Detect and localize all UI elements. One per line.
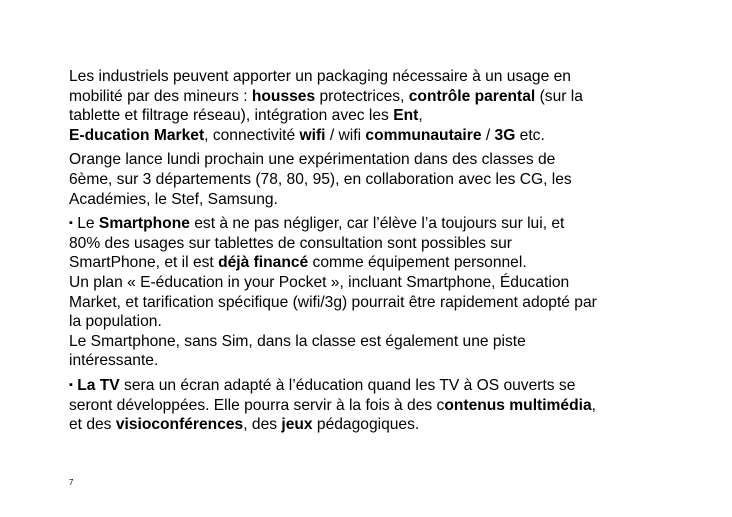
bold-text: E-ducation Market	[69, 126, 205, 144]
text-line	[69, 214, 709, 234]
bold-text: visioconférences	[115, 416, 244, 434]
text-run: Le Smartphone, sans Sim, dans la classe est également une piste	[69, 332, 526, 350]
text-line	[69, 253, 709, 273]
text-run: / wifi	[325, 126, 366, 144]
bold-text: 3G	[494, 126, 516, 144]
text-run: SmartPhone, et il est	[69, 254, 219, 272]
paragraph	[69, 376, 709, 435]
text-line	[69, 234, 709, 254]
text-run: est à ne pas négliger, car l’élève l’a toujours sur lui, et	[189, 215, 565, 233]
text-run: /	[481, 126, 495, 144]
paragraph	[69, 214, 709, 371]
text-run: (sur la	[535, 87, 583, 105]
bold-text: Smartphone	[98, 215, 190, 233]
text-run: mobilité par des mineurs :	[69, 87, 252, 105]
text-line	[69, 396, 709, 416]
text-run: etc.	[515, 126, 545, 144]
text-run: comme équipement personnel.	[308, 254, 527, 272]
bold-text: La TV	[77, 376, 120, 394]
slide-body	[69, 67, 709, 440]
text-run: seront développées. Elle pourra servir à la fois à des c	[69, 396, 445, 414]
text-run: Les industriels peuvent apporter un packaging nécessaire à un usage en	[69, 68, 571, 85]
text-run: Le	[72, 215, 99, 233]
text-line	[69, 376, 709, 396]
bullet-icon: ▪	[69, 378, 73, 391]
text-line	[69, 126, 709, 146]
bold-text: wifi	[299, 126, 326, 144]
bold-text: ontenus multimédia	[444, 396, 592, 414]
bold-text: housses	[251, 87, 316, 105]
bullet-icon: ▪	[69, 217, 73, 230]
text-run: pédagogiques.	[312, 416, 420, 434]
text-line	[69, 190, 709, 210]
text-run: Orange lance lundi prochain une expérimentation dans des classes de	[69, 151, 556, 169]
text-run: ,	[418, 107, 423, 125]
text-run: protectrices,	[315, 87, 409, 105]
text-line	[69, 415, 709, 435]
text-run: intéressante.	[69, 352, 159, 370]
text-run: la population.	[69, 313, 162, 331]
bold-text: Ent	[393, 107, 419, 125]
bold-text: contrôle parental	[408, 87, 536, 105]
bold-text: communautaire	[365, 126, 482, 144]
text-run: Un plan « E-éducation in your Pocket », incluant Smartphone, Éducation	[69, 273, 570, 291]
text-line	[69, 293, 709, 313]
text-line	[69, 312, 709, 332]
text-run: , des	[243, 416, 282, 434]
text-run: Market, et tarification spécifique (wifi/3g) pourrait être rapidement adopté par	[69, 293, 597, 311]
text-run: tablette et filtrage réseau), intégration avec les	[69, 107, 394, 125]
text-run: sera un écran adapté à l’éducation quand les TV à OS ouverts se	[119, 376, 576, 394]
text-line	[69, 150, 709, 170]
text-run: 80% des usages sur tablettes de consultation sont possibles sur	[69, 234, 512, 252]
paragraph	[69, 67, 709, 145]
text-line	[69, 332, 709, 352]
text-line	[69, 273, 709, 293]
paragraph	[69, 150, 709, 209]
text-line	[69, 87, 709, 107]
bold-text: jeux	[281, 416, 313, 434]
text-line	[69, 170, 709, 190]
text-run: et des	[69, 416, 116, 434]
text-line	[69, 106, 709, 126]
text-line	[69, 351, 709, 371]
text-run: , connectivité	[204, 126, 300, 144]
text-run: ,	[591, 396, 596, 414]
bold-text: déjà financé	[218, 254, 309, 272]
text-run: Académies, le Stef, Samsung.	[69, 190, 278, 208]
page-number: 7	[69, 478, 74, 487]
text-run: 6ème, sur 3 départements (78, 80, 95), en collaboration avec les CG, les	[69, 170, 572, 188]
text-line	[69, 67, 709, 87]
